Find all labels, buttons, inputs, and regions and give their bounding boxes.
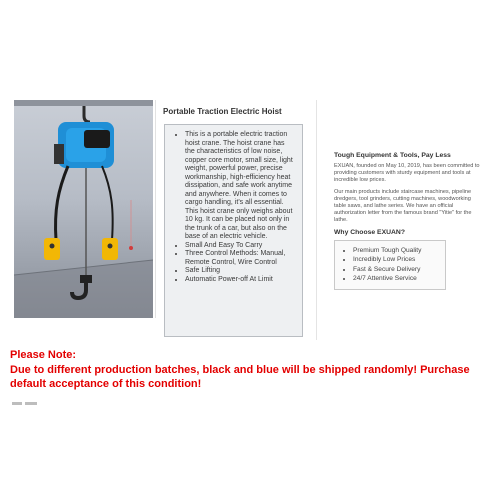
photo-divider xyxy=(155,100,156,318)
feature-item: • Automatic Power-off At Limit xyxy=(185,276,296,285)
why-item: • Incredibly Low Prices xyxy=(353,255,441,265)
feature-item: • Safe Lifting xyxy=(185,267,296,276)
why-item: • Fast & Secure Delivery xyxy=(353,265,441,275)
why-list-box xyxy=(334,240,446,290)
truncated-text xyxy=(12,402,42,406)
product-title: Portable Traction Electric Hoist xyxy=(163,107,282,116)
feature-list-box xyxy=(164,124,303,337)
column-divider xyxy=(316,100,317,340)
about-paragraph: EXUAN, founded on May 10, 2019, has been committed to providing customers with sturdy equipment and tools at incredible low prices. xyxy=(334,163,480,184)
notice-label: Please Note: xyxy=(10,349,77,361)
shipping-notice xyxy=(10,348,492,392)
about-heading: Tough Equipment & Tools, Pay Less xyxy=(334,152,451,159)
why-item: • 24/7 Attentive Service xyxy=(353,274,441,284)
notice-line: default acceptance of this condition! xyxy=(10,378,202,390)
feature-item: • Three Control Methods: Manual, Remote Control, Wire Control xyxy=(185,250,296,267)
why-item: • Premium Tough Quality xyxy=(353,246,441,256)
why-list xyxy=(339,246,441,284)
feature-item: • Small And Easy To Carry xyxy=(185,242,296,251)
about-paragraph: Our main products include staircase machines, pipeline dredgers, tool grinders, cutting machines, woodworking table saws, and lathe series. We have an official authorization letter from the famous brand "Yitie" for the lathe. xyxy=(334,188,472,224)
feature-list xyxy=(171,131,296,284)
why-heading: Why Choose EXUAN? xyxy=(334,228,405,236)
hoist-illustration xyxy=(14,100,153,318)
notice-line: Due to different production batches, black and blue will be shipped randomly! Purchase xyxy=(10,363,470,376)
feature-item: • This is a portable electric traction hoist crane. The hoist crane has the characteristics of low noise, copper core motor, small size, light weight, powerful power, precise workmanship, high-efficiency heat dissipation, and safe work anytime and anywhere. When it comes to cargo handling, it's all essential. This hoist crane only weighs about 10 kg. It can be placed not only in the trunk of a car, but also on the base of an electric vehicle. xyxy=(185,131,296,242)
brand-info xyxy=(334,152,484,290)
product-image xyxy=(14,100,153,318)
